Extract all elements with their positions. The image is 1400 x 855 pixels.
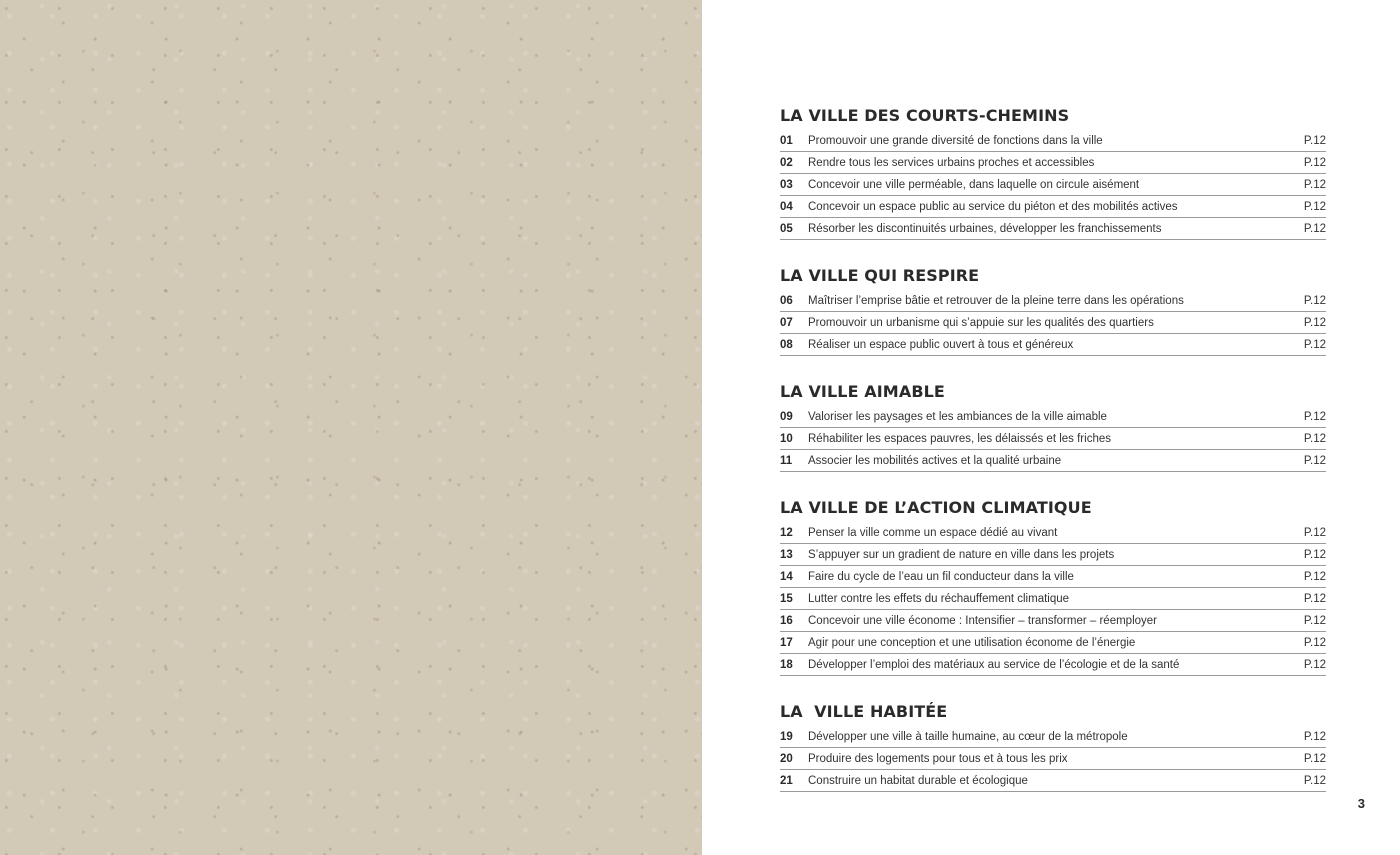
section-title: LA VILLE DE L’ACTION CLIMATIQUE [780,498,1092,517]
toc-entry[interactable] [780,130,1326,152]
entry-page-ref: P.12 [1303,774,1326,787]
toc-section [780,106,1326,240]
section-title: LA VILLE DES COURTS-CHEMINS [780,106,1070,125]
entry-page-ref: P.12 [1303,432,1326,445]
entry-number: 18 [780,658,793,671]
entry-page-ref: P.12 [1303,636,1326,649]
entry-page-ref: P.12 [1303,156,1326,169]
entry-label: Maîtriser l’emprise bâtie et retrouver de la pleine terre dans les opérations [808,294,1184,307]
toc-entry[interactable] [780,312,1326,334]
entry-page-ref: P.12 [1303,338,1326,351]
toc-section [780,382,1326,472]
entry-page-ref: P.12 [1303,752,1326,765]
entry-label: Réhabiliter les espaces pauvres, les délaissés et les friches [808,432,1111,445]
entry-page-ref: P.12 [1303,570,1326,583]
entry-number: 03 [780,178,793,191]
entry-label: S’appuyer sur un gradient de nature en ville dans les projets [808,548,1115,561]
toc-entry[interactable] [780,610,1326,632]
entry-label: Associer les mobilités actives et la qualité urbaine [808,454,1062,467]
toc-entry[interactable] [780,450,1326,472]
toc-section [780,498,1326,676]
section-title: LA VILLE HABITÉE [780,702,948,721]
entry-label: Résorber les discontinuités urbaines, développer les franchissements [808,222,1162,235]
entry-number: 07 [780,316,793,329]
entry-number: 17 [780,636,793,649]
entry-number: 15 [780,592,793,605]
entry-label: Promouvoir un urbanisme qui s’appuie sur les qualités des quartiers [808,316,1154,329]
entry-number: 02 [780,156,793,169]
entry-page-ref: P.12 [1303,178,1326,191]
entry-label: Concevoir une ville perméable, dans laquelle on circule aisément [808,178,1140,191]
entry-page-ref: P.12 [1303,614,1326,627]
entry-number: 19 [780,730,793,743]
toc-entry[interactable] [780,218,1326,240]
entry-page-ref: P.12 [1303,134,1326,147]
toc-entry[interactable] [780,544,1326,566]
entry-label: Valoriser les paysages et les ambiances de la ville aimable [808,410,1107,423]
entry-page-ref: P.12 [1303,730,1326,743]
entry-number: 08 [780,338,793,351]
section-title: LA VILLE QUI RESPIRE [780,266,980,285]
entry-page-ref: P.12 [1303,454,1326,467]
entry-number: 01 [780,134,793,147]
entry-number: 14 [780,570,793,583]
entry-number: 05 [780,222,793,235]
entry-number: 06 [780,294,793,307]
entry-page-ref: P.12 [1303,200,1326,213]
section-title: LA VILLE AIMABLE [780,382,945,401]
entry-label: Concevoir un espace public au service du piéton et des mobilités actives [808,200,1178,213]
toc-entry[interactable] [780,632,1326,654]
entry-label: Concevoir une ville économe : Intensifier – transformer – réemployer [808,614,1157,627]
toc-entry[interactable] [780,588,1326,610]
toc-entry[interactable] [780,290,1326,312]
entry-label: Promouvoir une grande diversité de fonctions dans la ville [808,134,1103,147]
entry-number: 13 [780,548,793,561]
entry-label: Faire du cycle de l’eau un fil conducteur dans la ville [808,570,1074,583]
entry-number: 04 [780,200,793,213]
entry-number: 12 [780,526,793,539]
entry-page-ref: P.12 [1303,316,1326,329]
entry-number: 10 [780,432,793,445]
entry-label: Construire un habitat durable et écologique [808,774,1028,787]
toc-section [780,266,1326,356]
entry-label: Réaliser un espace public ouvert à tous et généreux [808,338,1074,351]
entry-number: 16 [780,614,793,627]
toc-entry[interactable] [780,522,1326,544]
toc-entry[interactable] [780,152,1326,174]
entry-page-ref: P.12 [1303,410,1326,423]
page-number: 3 [1357,796,1365,811]
toc-entry[interactable] [780,196,1326,218]
entry-page-ref: P.12 [1303,526,1326,539]
entry-label: Développer une ville à taille humaine, au cœur de la métropole [808,730,1128,743]
toc-entry[interactable] [780,174,1326,196]
entry-label: Rendre tous les services urbains proches et accessibles [808,156,1095,169]
toc-entry[interactable] [780,406,1326,428]
entry-label: Agir pour une conception et une utilisation économe de l’énergie [808,636,1136,649]
entry-number: 11 [780,454,793,467]
toc-section [780,702,1326,792]
entry-page-ref: P.12 [1303,658,1326,671]
toc-entry[interactable] [780,726,1326,748]
entry-number: 21 [780,774,793,787]
toc-entry[interactable] [780,428,1326,450]
entry-page-ref: P.12 [1303,592,1326,605]
toc-entry[interactable] [780,334,1326,356]
table-of-contents [780,106,1326,792]
entry-page-ref: P.12 [1303,294,1326,307]
toc-entry[interactable] [780,654,1326,676]
table-of-contents-page [702,0,1400,855]
entry-number: 20 [780,752,793,765]
entry-label: Lutter contre les effets du réchauffement climatique [808,592,1070,605]
toc-entry[interactable] [780,770,1326,792]
toc-entry[interactable] [780,566,1326,588]
entry-page-ref: P.12 [1303,548,1326,561]
entry-label: Penser la ville comme un espace dédié au vivant [808,526,1058,539]
entry-number: 09 [780,410,793,423]
entry-label: Développer l’emploi des matériaux au service de l’écologie et de la santé [808,658,1180,671]
toc-entry[interactable] [780,748,1326,770]
entry-page-ref: P.12 [1303,222,1326,235]
entry-label: Produire des logements pour tous et à tous les prix [808,752,1068,765]
